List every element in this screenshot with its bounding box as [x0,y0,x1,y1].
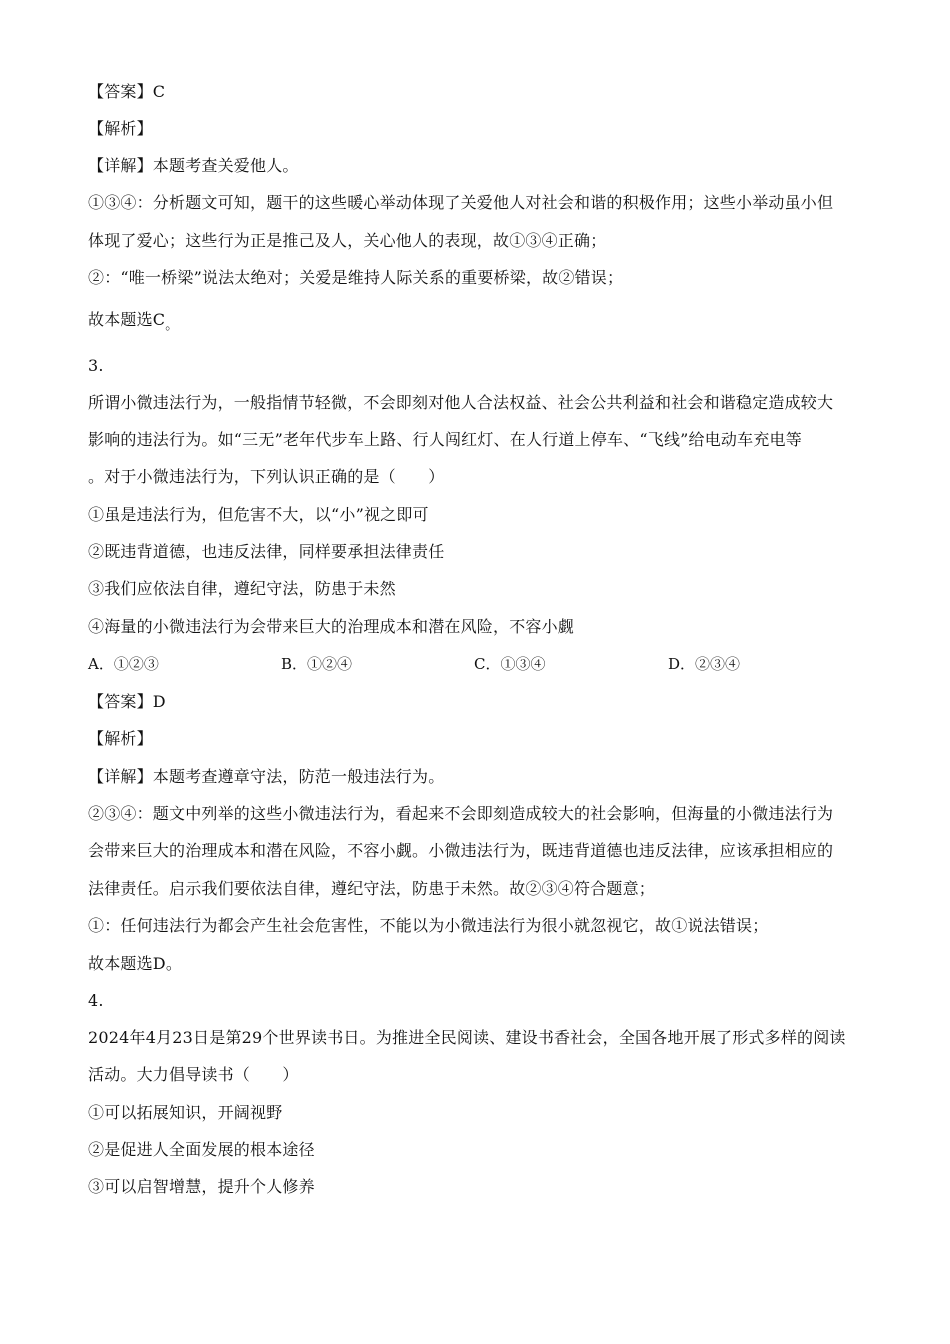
q4-item-3: ③可以启智增慧，提升个人修养 [88,1177,315,1196]
q3-detail: 【详解】本题考查遵章守法，防范一般违法行为。 [88,767,445,786]
q2-explain-line-1: ①③④：分析题文可知，题干的这些暖心举动体现了关爱他人对社会和谐的积极作用；这些小举动虽小但 [88,193,834,212]
q2-detail: 【详解】本题考查关爱他人。 [88,156,299,175]
q3-option-b: B．①②④ [281,655,353,673]
q4-stem-line-2: 活动。大力倡导读书（ ） [88,1065,299,1084]
q4-number: 4. [88,991,104,1010]
q3-option-c: C．①③④ [474,655,546,673]
q2-analysis-heading: 【解析】 [88,119,153,138]
q3-item-4: ④海量的小微违法行为会带来巨大的治理成本和潜在风险，不容小觑 [88,617,575,636]
q3-item-2: ②既违背道德，也违反法律，同样要承担法律责任 [88,542,445,561]
q3-answer: 【答案】D [88,692,166,711]
q3-stem-line-1: 所谓小微违法行为，一般指情节轻微，不会即刻对他人合法权益、社会公共利益和社会和谐稳定造成较大 [88,393,834,412]
q4-item-2: ②是促进人全面发展的根本途径 [88,1140,315,1159]
q3-explain-line-4: ①：任何违法行为都会产生社会危害性，不能以为小微违法行为很小就忽视它，故①说法错误； [88,916,769,935]
q3-item-1: ①虽是违法行为，但危害不大，以“小”视之即可 [88,505,429,524]
q2-explain-line-2: 体现了爱心；这些行为正是推己及人，关心他人的表现，故①③④正确； [88,231,607,250]
q4-stem-line-1: 2024年4月23日是第29个世界读书日。为推进全民阅读、建设书香社会，全国各地开展了形式多样的阅读 [88,1028,846,1047]
q2-answer: 【答案】C [88,82,166,101]
q3-stem-line-2: 影响的违法行为。如“三无”老年代步车上路、行人闯红灯、在人行道上停车、“飞线”给电动车充电等 [88,430,802,449]
q2-conclusion-text: 故本题选C [88,310,166,329]
q2-explain-line-3: ②：“唯一桥梁”说法太绝对；关爱是维持人际关系的重要桥梁，故②错误； [88,268,624,287]
q2-conclusion [88,309,178,337]
q3-stem-line-3: 。对于小微违法行为，下列认识正确的是（ ） [88,467,445,486]
q3-options [88,653,868,675]
q3-item-3: ③我们应依法自律，遵纪守法，防患于未然 [88,579,396,598]
q2-conclusion-period: 。 [165,318,179,333]
q3-explain-line-3: 法律责任。启示我们要依法自律，遵纪守法，防患于未然。故②③④符合题意； [88,879,656,898]
q3-explain-line-1: ②③④：题文中列举的这些小微违法行为，看起来不会即刻造成较大的社会影响，但海量的小微违法行为 [88,804,834,823]
q3-option-a: A．①②③ [88,655,159,673]
q3-explain-line-2: 会带来巨大的治理成本和潜在风险，不容小觑。小微违法行为，既违背道德也违反法律，应该承担相应的 [88,841,834,860]
q3-number: 3. [88,356,104,375]
q3-conclusion: 故本题选D。 [88,954,183,973]
q3-option-d: D．②③④ [668,655,741,673]
q3-analysis-heading: 【解析】 [88,729,153,748]
q4-item-1: ①可以拓展知识，开阔视野 [88,1103,283,1122]
